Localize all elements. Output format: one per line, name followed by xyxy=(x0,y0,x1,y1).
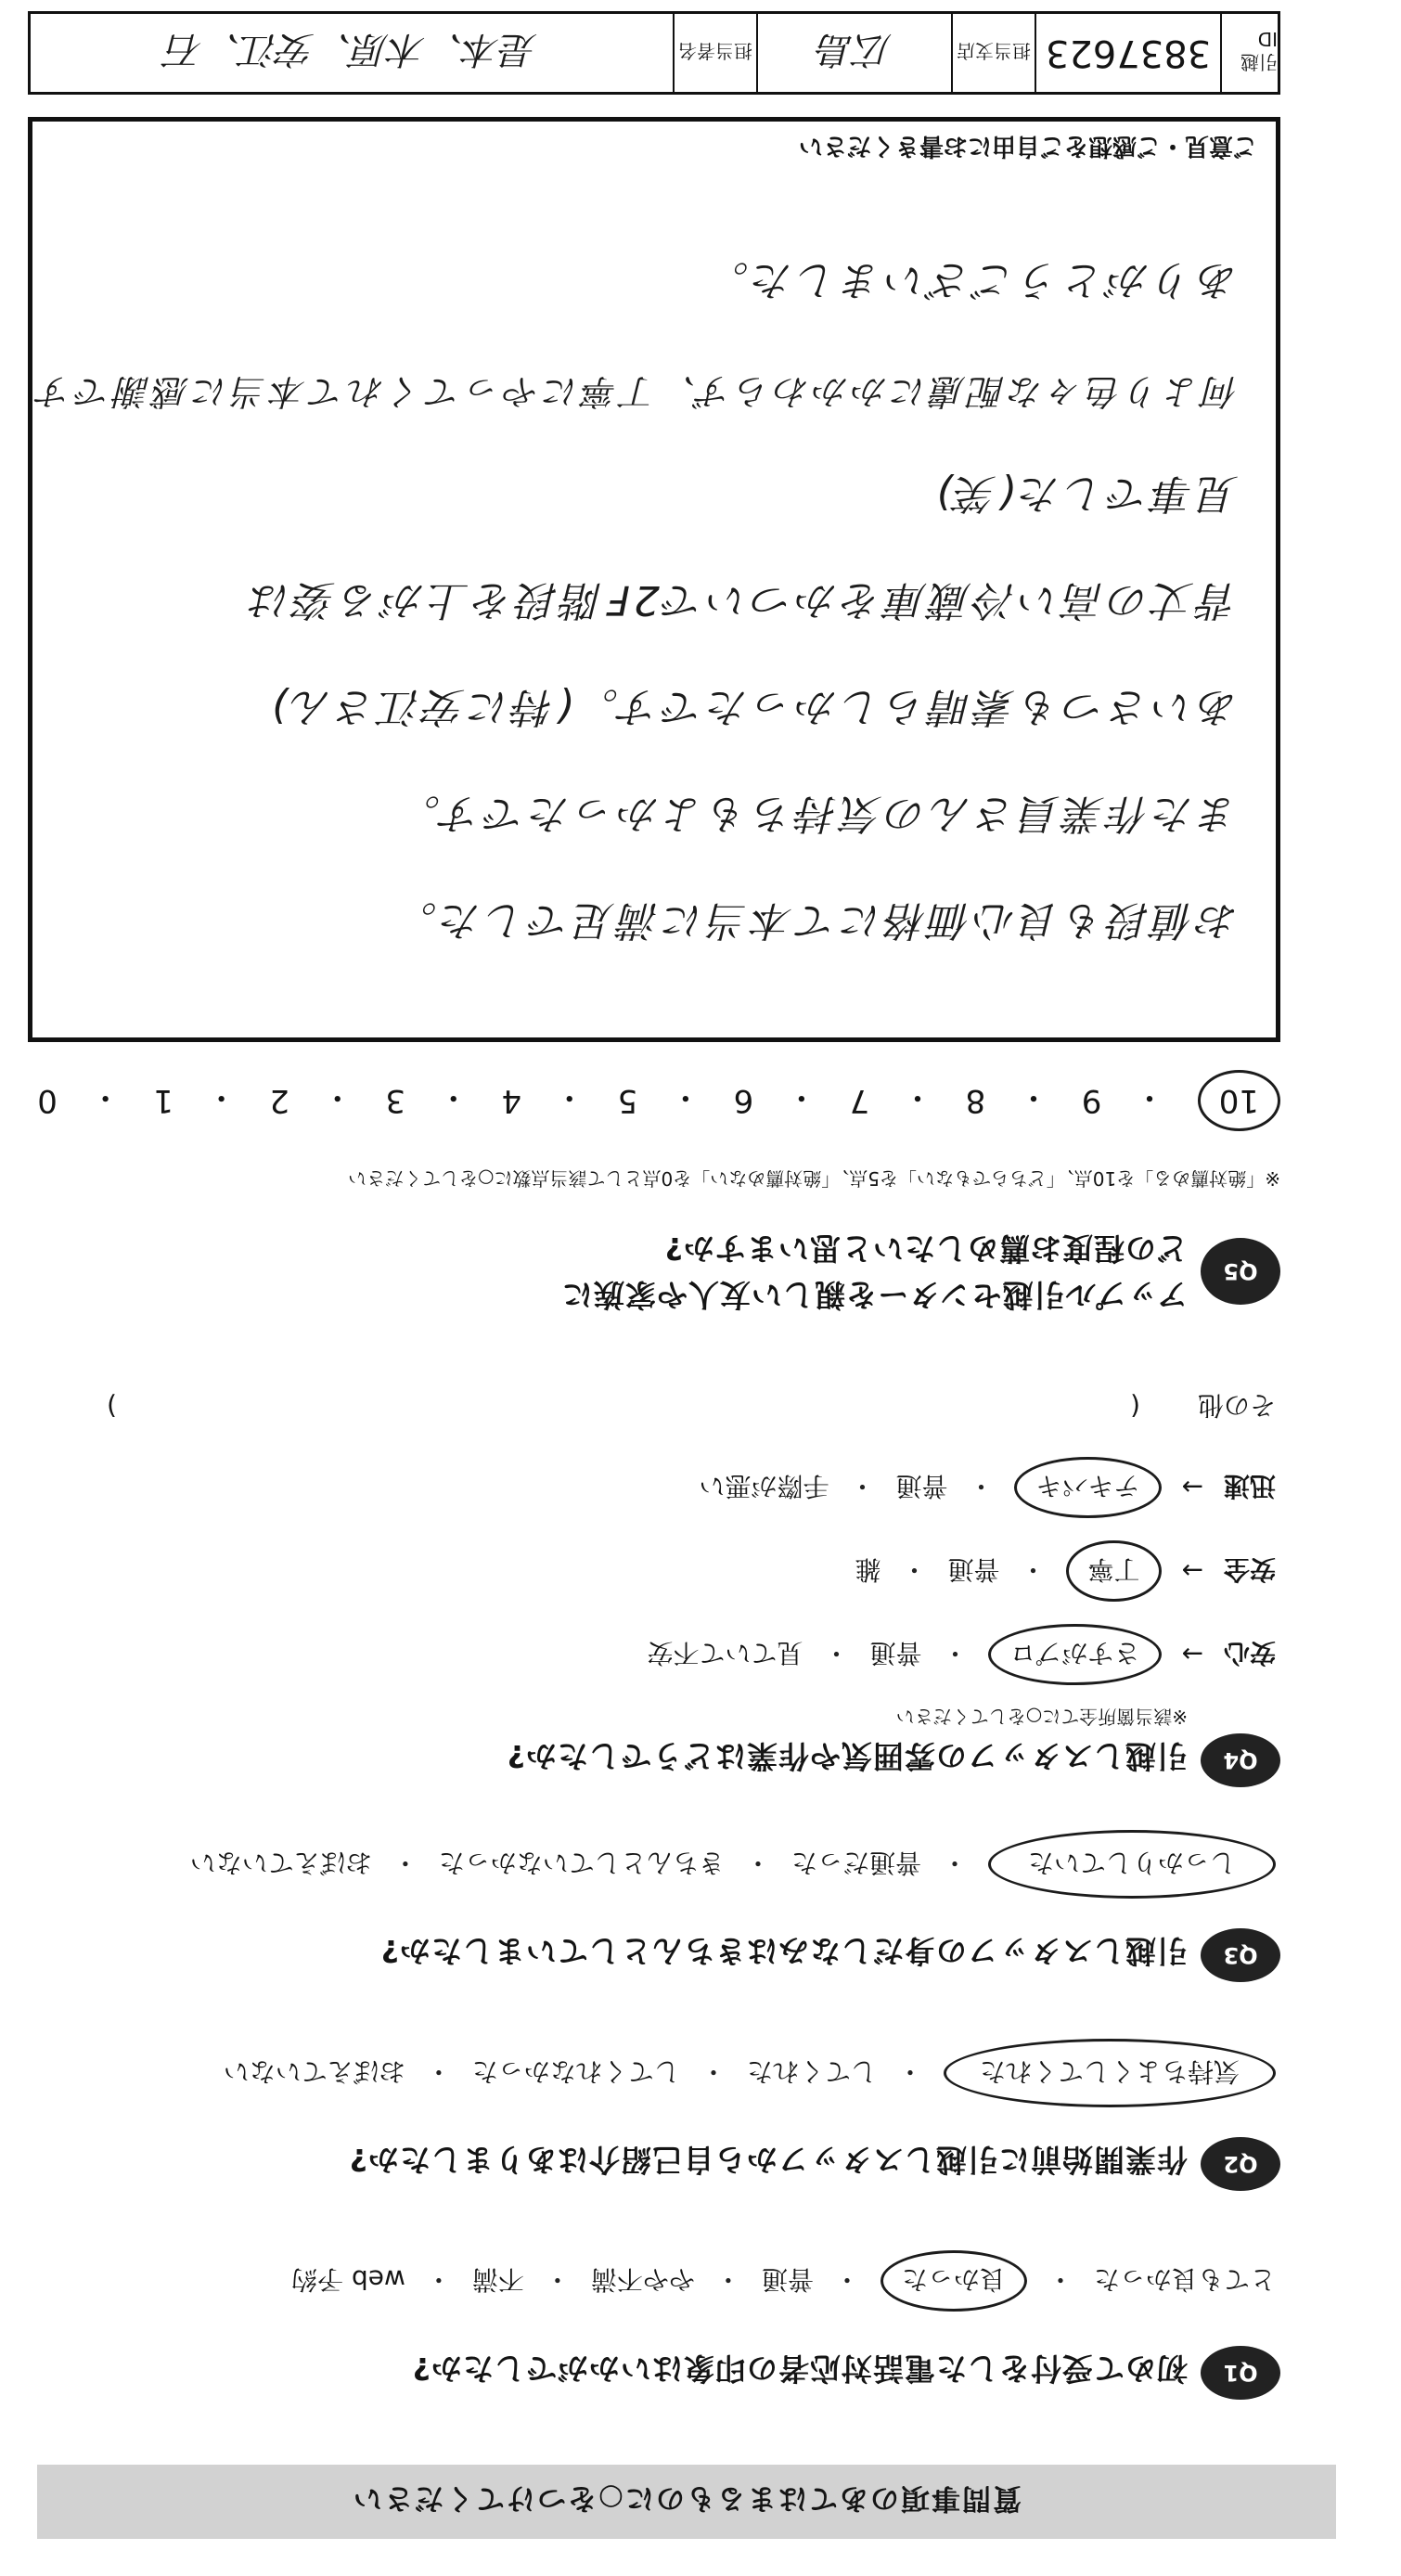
q5-note: ※「絶対薦める」を10点、「どちらでもない」を5点、「絶対薦めない」を0点として該当点数に○をしてください xyxy=(348,1167,1280,1190)
comment-line-7: ありがとうございました。 xyxy=(704,256,1239,303)
branch-value: 広島 xyxy=(756,14,951,92)
id-label: 引越ID xyxy=(1220,14,1278,92)
q4-safety-option-1[interactable]: 丁寧 xyxy=(1067,1540,1162,1602)
q5-text-1: アップル引越センターを親しい友人や家族に xyxy=(560,1277,1188,1313)
q4-other-row xyxy=(32,1388,1276,1425)
q4-relief-option-2[interactable]: 普通 xyxy=(869,1638,922,1668)
q1-option-3[interactable]: 普通 xyxy=(761,2264,814,2295)
q4-speed-option-2[interactable]: 普通 xyxy=(895,1471,948,1501)
q5-dot: ・ xyxy=(901,1078,933,1116)
q5-option-8[interactable]: 8 xyxy=(965,1082,986,1119)
q2-option-2[interactable]: してくれた xyxy=(746,2056,877,2087)
q5-dot: ・ xyxy=(321,1078,353,1116)
q5-dot: ・ xyxy=(89,1078,122,1116)
q4-speed-option-1[interactable]: テキパキ xyxy=(1015,1457,1162,1518)
q2-badge: Q2 xyxy=(1201,2137,1280,2191)
q5-option-10[interactable]: 10 xyxy=(1198,1070,1280,1131)
arrow-icon: → xyxy=(1181,1555,1203,1587)
q2-option-3[interactable]: してくれなかった xyxy=(471,2056,680,2087)
instruction-band: 質問事項のあてはまるものに○をつけてください xyxy=(37,2465,1336,2539)
q4-note: ※該当箇所全てに○をしてください xyxy=(895,1706,1188,1728)
q1-options: とても良かった ・ 良かった ・ 普通 ・ やや不満 ・ 不満 ・ web 予約 xyxy=(291,2250,1276,2312)
q1-badge: Q1 xyxy=(1201,2346,1280,2400)
q5-dot: ・ xyxy=(1134,1078,1166,1116)
q5-option-2[interactable]: 2 xyxy=(269,1082,289,1119)
q5-scale xyxy=(37,1059,1280,1142)
q5-option-9[interactable]: 9 xyxy=(1081,1082,1102,1119)
q5-option-6[interactable]: 6 xyxy=(733,1082,754,1119)
staff-label: 担当者名 xyxy=(673,14,756,92)
q5-option-7[interactable]: 7 xyxy=(849,1082,870,1119)
comment-box xyxy=(28,117,1280,1042)
q5-badge: Q5 xyxy=(1201,1238,1280,1305)
q3-option-2[interactable]: 普通だった xyxy=(790,1848,921,1878)
q2-option-4[interactable]: おぼえていない xyxy=(223,2056,405,2087)
q1-option-4[interactable]: やや不満 xyxy=(590,2264,695,2295)
comment-line-1: お値段も良心価格にて本当に満足でした。 xyxy=(392,896,1239,944)
q4-row-safety-label: 安全 xyxy=(1223,1554,1276,1585)
comment-line-6: 何より色々な配慮にかかわらず、丁寧にやってくれて本当に感謝です xyxy=(33,371,1239,412)
q1-option-6[interactable]: web 予約 xyxy=(291,2264,405,2295)
comment-line-4: 背丈の高い冷蔵庫をかついで2F階段を上がる姿は xyxy=(246,576,1239,624)
q4-speed-option-3[interactable]: 手際が悪い xyxy=(699,1471,829,1501)
q3-text: 引越しスタッフの身だしなみはきちんとしていましたか? xyxy=(379,1933,1188,1969)
q3-badge: Q3 xyxy=(1201,1928,1280,1982)
comment-title: ご意見・ご感想をご自由にお書きください xyxy=(798,132,1257,160)
q1-option-5[interactable]: 不満 xyxy=(471,2264,524,2295)
q5-dot: ・ xyxy=(553,1078,585,1116)
q5-option-5[interactable]: 5 xyxy=(617,1082,638,1119)
q5-dot: ・ xyxy=(785,1078,817,1116)
staff-value: 是本、木原、安江、石 xyxy=(166,28,537,71)
q4-row-speed-label: 迅速 xyxy=(1223,1471,1276,1501)
q1-option-2[interactable]: 良かった xyxy=(880,2250,1027,2312)
q4-safety-option-2[interactable]: 普通 xyxy=(947,1554,1000,1585)
header-table xyxy=(28,11,1280,95)
q2-options: 気持ちよくしてくれた ・ してくれた ・ してくれなかった ・ おぼえていない xyxy=(224,2039,1276,2107)
q5-dot: ・ xyxy=(437,1078,469,1116)
q4-row-speed: 迅速 → テキパキ ・ 普通 ・ 手際が悪い xyxy=(699,1457,1276,1518)
q4-other-label: その他 xyxy=(1197,1390,1276,1421)
q4-row-safety: 安全 → 丁寧 ・ 普通 ・ 雑 xyxy=(855,1540,1276,1602)
q4-relief-option-1[interactable]: さすがプロ xyxy=(989,1624,1162,1685)
id-value: 3837623 xyxy=(1035,14,1220,92)
comment-line-2: また作業員さんの気持ちもよかったです。 xyxy=(395,790,1239,837)
comment-line-5: 見事でした(笑) xyxy=(932,470,1239,517)
q4-badge: Q4 xyxy=(1201,1733,1280,1787)
q4-row-relief-label: 安心 xyxy=(1223,1638,1276,1668)
arrow-icon: → xyxy=(1181,1639,1203,1670)
q3-option-3[interactable]: きちんとしていなかった xyxy=(438,1848,725,1878)
q2-text: 作業開始前に引越しスタッフから自己紹介はありましたか? xyxy=(348,2142,1188,2178)
q5-dot: ・ xyxy=(669,1078,701,1116)
q4-row-relief: 安心 → さすがプロ ・ 普通 ・ 見ていて不安 xyxy=(647,1624,1276,1685)
q5-option-3[interactable]: 3 xyxy=(385,1082,406,1119)
q4-relief-option-3[interactable]: 見ていて不安 xyxy=(647,1638,803,1668)
q4-other-open: ( xyxy=(1130,1391,1140,1423)
q1-option-1[interactable]: とても良かった xyxy=(1093,2264,1276,2295)
q1-text: 初めて受付をした電話対応者の印象はいかがでしたか? xyxy=(411,2351,1188,2387)
comment-line-3: あいさつも素晴らしかったです。(特に安江さん) xyxy=(267,683,1239,730)
q5-dot: ・ xyxy=(1017,1078,1049,1116)
arrow-icon: → xyxy=(1181,1472,1203,1503)
q5-text-2: どの程度お薦めしたいと思いますか? xyxy=(663,1230,1188,1267)
q4-safety-option-3[interactable]: 雑 xyxy=(855,1554,881,1585)
branch-label: 担当支店 xyxy=(951,14,1035,92)
q5-option-4[interactable]: 4 xyxy=(501,1082,522,1119)
q5-option-0[interactable]: 0 xyxy=(37,1082,58,1119)
q5-option-1[interactable]: 1 xyxy=(153,1082,174,1119)
q4-other-close[interactable]: ) xyxy=(107,1391,117,1423)
q4-text: 引越しスタッフの雰囲気や作業はどうでしたか? xyxy=(506,1738,1188,1774)
q3-option-1[interactable]: しっかりしていた xyxy=(988,1830,1276,1899)
q5-dot: ・ xyxy=(205,1078,238,1116)
q3-options: しっかりしていた ・ 普通だった ・ きちんとしていなかった ・ おぼえていない xyxy=(190,1830,1276,1899)
q2-option-1[interactable]: 気持ちよくしてくれた xyxy=(944,2039,1276,2107)
q3-option-4[interactable]: おぼえていない xyxy=(189,1848,372,1878)
